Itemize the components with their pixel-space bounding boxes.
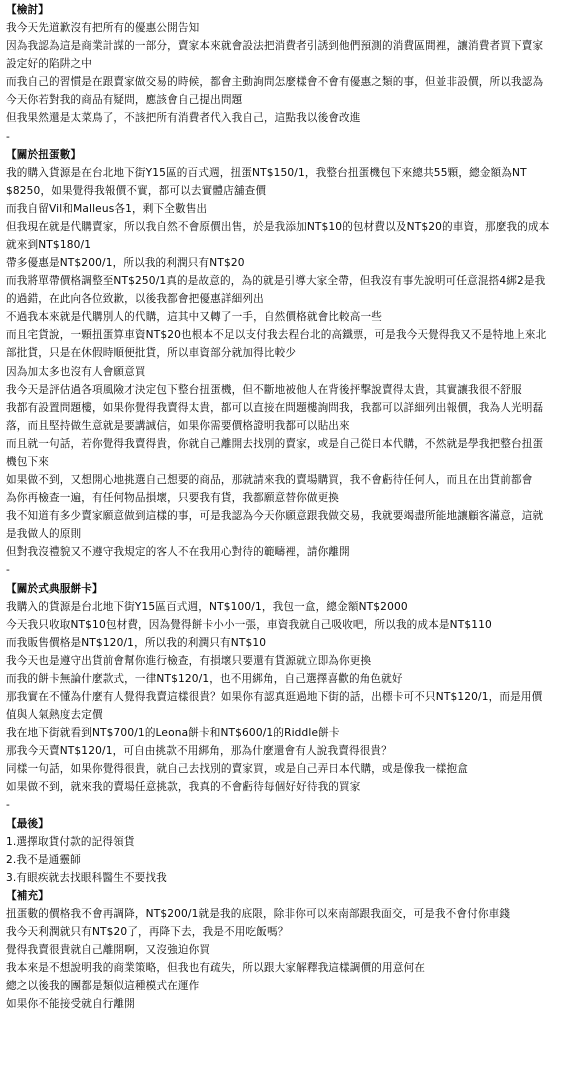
text-line: 值與人氣熱度去定價 [6,709,103,722]
text-line: 3.有眼疾就去找眼科醫生不要找我 [6,871,167,884]
text-line: 我的購入貨源是在台北地下街Y15區的百式週，扭蛋NT$150/1，我整台扭蛋機包下來總共55顆，總金額為NT [6,166,527,179]
text-line: 今天你若對我的商品有疑問，應該會自己提出問題 [6,94,243,107]
text-line: 如果做不到，又想開心地挑選自己想要的商品，那就請來我的賣場購買，我不會虧待任何人，而且在出貨前都會 [6,474,533,487]
text-line: 扭蛋數的價格我不會再調降，NT$200/1就是我的底限，除非你可以來南部跟我面交，可是我不會付你車錢 [6,907,511,920]
text-line: 帶多優惠是NT$200/1，所以我的利潤只有NT$20 [6,257,245,270]
text-line: 總之以後我的團都是類似這種模式在運作 [6,980,200,993]
text-line: $8250，如果覺得我報價不實，都可以去實體店舖查價 [6,184,267,197]
section-divider: - [6,799,10,812]
text-line: 機包下來 [6,455,49,468]
section-heading: 【關於式典服餅卡】 [6,582,103,595]
text-line: 覺得我賣很貴就自己離開啊，又沒強迫你買 [6,944,211,957]
text-line: 我都有設置問題樓，如果你覺得我賣得太貴，都可以直接在問題樓詢問我，我都可以詳細列出報價，我為人光明磊 [6,401,544,414]
text-line: 落，而且堅持做生意就是要講誠信，如果你需要價格證明我都可以貼出來 [6,419,350,432]
text-line: 那我今天賣NT$120/1，可自由挑款不用綁角，那為什麼還會有人說我賣得很貴？ [6,745,392,758]
text-line: 因為我認為這是商業計謀的一部分，賣家本來就會設法把消費者引誘到他們預測的消費區間裡，讓消費者買下賣家 [6,40,544,53]
section-heading: 【最後】 [6,817,49,830]
text-line: 2.我不是通靈師 [6,853,81,866]
text-line: 但對我沒禮貌又不遵守我規定的客人不在我用心對待的範疇裡，請你離開 [6,546,350,559]
text-line: 我今天是評估過各項風險才決定包下整台扭蛋機，但不斷地被他人在背後抨擊說賣得太貴，其實讓我很不舒服 [6,383,522,396]
text-line: 如果你不能接受就自行離開 [6,998,135,1011]
section-heading: 【補充】 [6,889,49,902]
text-line: 而我自留Vil和Malleus各1，剩下全數售出 [6,202,208,215]
text-line: 就來到NT$180/1 [6,239,92,252]
text-line: 那我實在不懂為什麼有人覺得我賣這樣很貴？如果你有認真逛過地下街的話，出標卡可不只NT$120/1，而是用價 [6,690,543,703]
text-line: 我本來是不想說明我的商業策略，但我也有疏失，所以跟大家解釋我這樣調價的用意何在 [6,962,426,975]
text-line: 為你再檢查一遍，有任何物品損壞，只要我有貨，我都願意替你做更換 [6,492,340,505]
text-line: 的過錯，在此向各位致歉，以後我都會把優惠詳細列出 [6,293,264,306]
text-line: 但我果然還是太菜鳥了，不該把所有消費者代入我自己，這點我以後會改進 [6,112,361,125]
text-line: 我購入的貨源是台北地下街Y15區百式週，NT$100/1，我包一盒，總金額NT$2000 [6,600,408,613]
text-line: 是我做人的原則 [6,528,82,541]
text-line: 而我的餅卡無論什麼款式，一律NT$120/1，也不用綁角，自己選擇喜歡的角色就好 [6,672,403,685]
text-line: 同樣一句話，如果你覺得很貴，就自己去找別的賣家買，或是自己弄日本代購，或是像我一樣抱盒 [6,763,468,776]
section-divider: - [6,564,10,577]
text-line: 因為加太多也沒有人會願意買 [6,365,146,378]
text-line: 今天我只收取NT$10包材費，因為覺得餅卡小小一張，車資我就自己吸收吧，所以我的成本是NT$110 [6,618,492,631]
text-line: 而我將單帶價格調整至NT$250/1真的是故意的，為的就是引導大家全帶，但我沒有事先說明可任意混搭4綁2是我 [6,275,546,288]
text-line: 我今天也是遵守出貨前會幫你進行檢查，有損壞只要還有貨源就立即為你更換 [6,654,372,667]
text-line: 而且就一句話，若你覺得我賣得貴，你就自己離開去找別的賣家，或是自己從日本代購，不然就是學我把整台扭蛋 [6,437,544,450]
text-line: 我不知道有多少賣家願意做到這樣的事，可是我認為今天你願意跟我做交易，我就要竭盡所能地讓顧客滿意，這就 [6,510,544,523]
text-line: 我今天先道歉沒有把所有的優惠公開告知 [6,22,200,35]
text-line: 而且宅貨說，一顆扭蛋算車資NT$20也根本不足以支付我去程台北的高鐵票，可是我今天覺得我又不是特地上來北 [6,329,547,342]
section-heading: 【關於扭蛋數】 [6,148,82,161]
text-line: 但我現在就是代購賣家，所以我自然不會原價出售，於是我添加NT$10的包材費以及NT$20的車資，那麼我的成本 [6,220,550,233]
text-line: 而我販售價格是NT$120/1，所以我的利潤只有NT$10 [6,636,267,649]
text-line: 1.選擇取貨付款的記得領貨 [6,835,135,848]
text-line: 而我自己的習慣是在跟賣家做交易的時候，都會主動詢問怎麼樣會不會有優惠之類的事，但並非設價，所以我認為 [6,76,544,89]
text-line: 我今天利潤就只有NT$20了，再降下去，我是不用吃飯嗎？ [6,925,289,938]
section-divider: - [6,130,10,143]
text-line: 設定好的陷阱之中 [6,58,92,71]
text-line: 部批貨，只是在休假時順便批貨，所以車資部分就加得比較少 [6,347,297,360]
section-heading: 【檢討】 [6,4,49,16]
text-line: 不過我本來就是代購別人的代購，這其中又轉了一手，自然價格就會比較高一些 [6,311,383,324]
text-line: 我在地下街就看到NT$700/1的Leona餅卡和NT$600/1的Riddle餅卡 [6,727,340,740]
text-line: 如果做不到，就來我的賣場任意挑款，我真的不會虧待每個好好待我的買家 [6,781,361,794]
